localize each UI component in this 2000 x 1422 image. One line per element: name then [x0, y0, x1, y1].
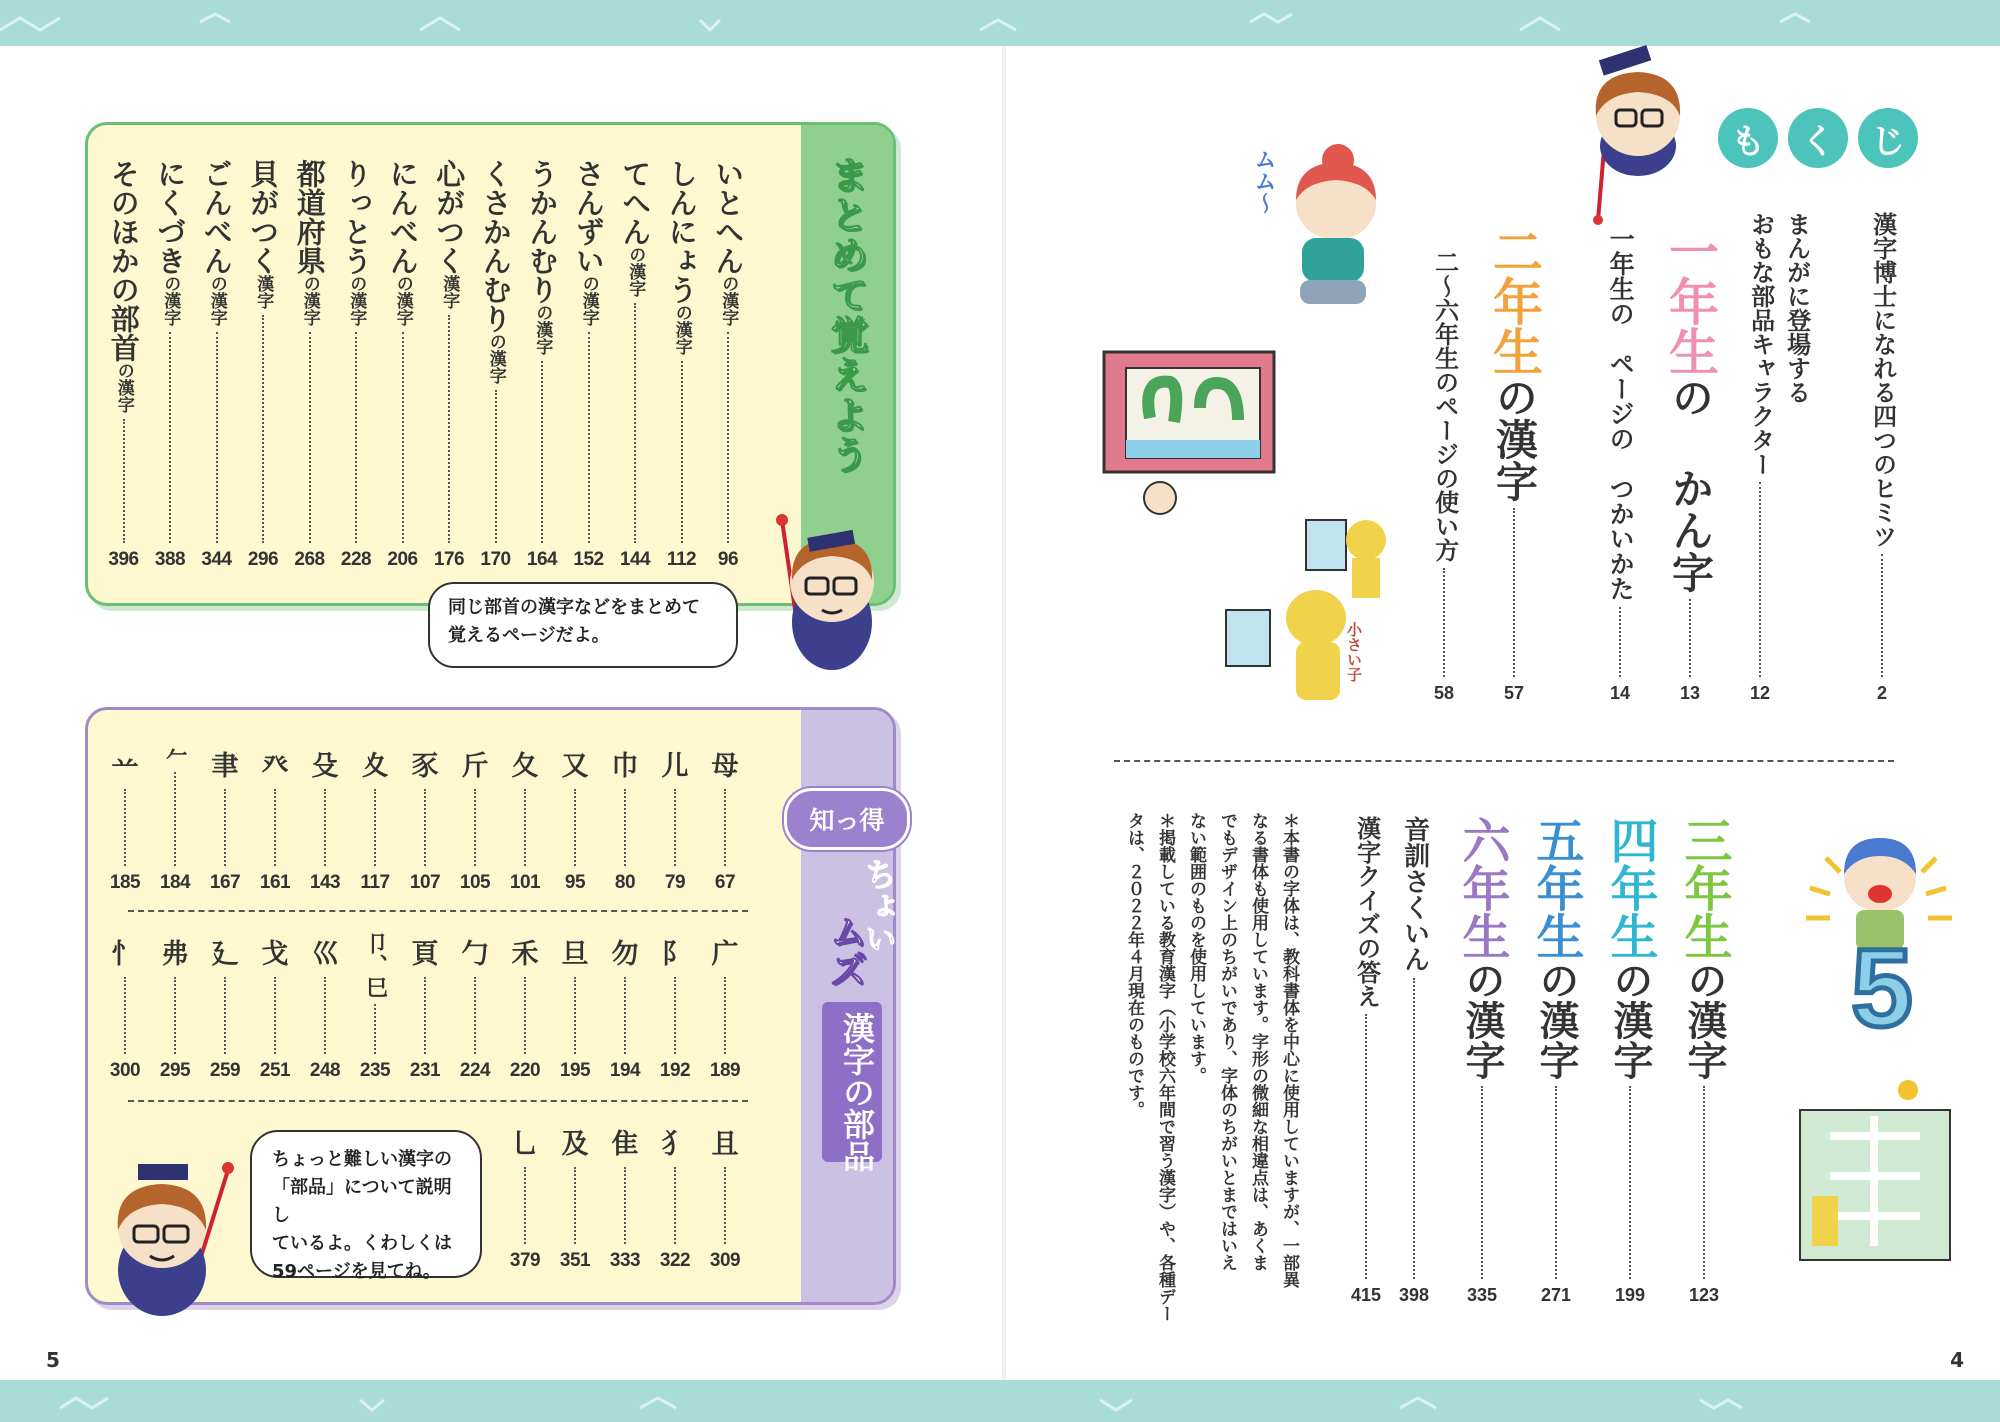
chotto-part-item[interactable]	[352, 744, 398, 894]
leader-dots	[374, 789, 376, 866]
chotto-title-bottom-box	[822, 1002, 882, 1172]
chotto-part-glyph: 勹	[461, 939, 489, 970]
leader-dots	[674, 1167, 676, 1244]
chotto-part-page: 117	[360, 872, 390, 893]
chotto-part-item[interactable]	[502, 744, 548, 894]
leader-dots	[541, 361, 543, 543]
chotto-part-glyph: 广	[711, 939, 739, 970]
toc-entry-title	[1661, 226, 1719, 593]
chotto-part-page: 300	[109, 1060, 141, 1081]
leader-dots	[1513, 508, 1515, 677]
professor-character-illustration	[760, 510, 890, 680]
chotto-part-item[interactable]	[552, 932, 598, 1082]
chotto-part-item[interactable]	[702, 744, 748, 894]
leader-dots	[274, 977, 276, 1054]
book-spine	[1002, 46, 1006, 1380]
toc-entry-page: 335	[1466, 1285, 1498, 1305]
toc-entry-grade6[interactable]	[1452, 816, 1512, 1306]
leader-dots	[524, 789, 526, 866]
grade-prefix: 三年生	[1676, 816, 1732, 960]
leader-dots	[474, 977, 476, 1054]
toc-entry-page: 123	[1688, 1285, 1720, 1305]
toc-entry-page: 415	[1350, 1285, 1382, 1305]
matomete-item[interactable]	[197, 159, 237, 571]
leader-dots	[574, 789, 576, 866]
chotto-part-page: 235	[359, 1060, 391, 1081]
grade-prefix: 二年生	[1485, 226, 1543, 376]
mokuji-title-circle: じ	[1858, 108, 1918, 168]
chotto-part-page: 185	[109, 872, 141, 893]
matomete-item-page: 152	[573, 549, 604, 570]
chotto-part-glyph: 𠂉	[162, 744, 188, 766]
leader-dots	[224, 977, 226, 1054]
leader-dots	[1365, 1014, 1367, 1279]
chotto-part-item[interactable]	[652, 744, 698, 894]
note-line: なる書体も使用しています。字形の微細な相違点は、あくま	[1248, 812, 1268, 1271]
mumu-sound-text: ムム〜	[1251, 148, 1276, 214]
matomete-item-label: さんずいの漢字	[571, 159, 606, 326]
leader-dots	[724, 977, 726, 1054]
bubble-line: 59ページを見てね。	[272, 1260, 441, 1282]
matomete-item-page: 344	[201, 549, 232, 570]
chotto-part-item[interactable]	[202, 744, 248, 894]
chotto-part-page: 231	[409, 1060, 441, 1081]
toc-entry-title	[1454, 816, 1510, 1080]
leader-dots	[1443, 568, 1445, 677]
chotto-part-page: 79	[664, 872, 686, 893]
matomete-item[interactable]	[150, 159, 190, 571]
leader-dots	[624, 1167, 626, 1244]
matomete-item-label: ごんべんの漢字	[199, 159, 234, 326]
chotto-part-page: 184	[159, 872, 191, 893]
chotto-part-item[interactable]	[402, 932, 448, 1082]
chotto-part-glyph: 夂	[511, 751, 539, 782]
toc-entry-title	[1676, 816, 1732, 1080]
chotto-part-page: 167	[209, 872, 241, 893]
chotto-part-page: 80	[614, 872, 636, 893]
professor-character-illustration	[100, 1150, 250, 1320]
chotto-part-glyph: 夊	[361, 751, 389, 782]
leader-dots	[216, 332, 218, 543]
small-child-label: 小さい子	[1345, 622, 1363, 682]
leader-dots	[1703, 1086, 1705, 1279]
matomete-item-label: 貝がつく漢字	[246, 159, 281, 309]
toc-entry-page: 13	[1679, 683, 1701, 703]
chotto-part-page: 95	[564, 872, 586, 893]
toc-entry-grade4[interactable]	[1600, 816, 1660, 1306]
leader-dots	[262, 315, 264, 543]
leader-dots	[1555, 1086, 1557, 1279]
leader-dots	[1413, 978, 1415, 1279]
leader-dots	[524, 977, 526, 1054]
leader-dots	[374, 1004, 376, 1054]
toc-entry-page: 2	[1876, 683, 1887, 703]
chotto-part-item[interactable]	[652, 1122, 698, 1272]
leader-dots	[174, 772, 176, 866]
matomete-item[interactable]	[476, 159, 516, 571]
row-divider	[128, 910, 748, 912]
chotto-part-page: 224	[459, 1060, 491, 1081]
chotto-part-page: 107	[409, 872, 441, 893]
chotto-part-item[interactable]	[202, 932, 248, 1082]
chotto-part-page: 220	[509, 1060, 541, 1081]
leader-dots	[424, 789, 426, 866]
matomete-item-label: うかんむりの漢字	[525, 159, 560, 355]
matomete-item-label: にんべんの漢字	[385, 159, 420, 326]
leader-dots	[123, 419, 125, 543]
matomete-item-label: 心がつく漢字	[432, 159, 467, 309]
chotto-part-page: 105	[459, 872, 491, 893]
chotto-part-glyph: 聿	[211, 751, 239, 782]
page-number-right: 4	[1950, 1348, 1964, 1372]
leader-dots	[574, 977, 576, 1054]
five-glyph: 5	[1851, 927, 1913, 1038]
matomete-item-label: いとへんの漢字	[711, 159, 746, 326]
zigzag-pattern	[0, 0, 2000, 46]
leader-dots	[274, 789, 276, 866]
bubble-line: ちょっと難しい漢字の	[272, 1149, 452, 1170]
matomete-item-page: 170	[480, 549, 511, 570]
chotto-part-item[interactable]	[552, 1122, 598, 1272]
toc-entry-grade2[interactable]	[1484, 226, 1544, 704]
mokuji-title	[1718, 108, 1918, 168]
chotto-part-item[interactable]	[152, 932, 198, 1082]
note-line: ない範囲のものを使用しています。	[1186, 812, 1206, 1084]
leader-dots	[324, 977, 326, 1054]
toc-entry-grade1[interactable]	[1660, 226, 1720, 704]
chotto-part-glyph: 阝	[661, 939, 689, 970]
toc-entry-title: 音訓さくいん	[1399, 816, 1430, 972]
chotto-part-page: 67	[714, 872, 736, 893]
chotto-part-page: 295	[159, 1060, 191, 1081]
toc-entry-page: 271	[1540, 1285, 1572, 1305]
chotto-part-glyph: 儿	[661, 751, 689, 782]
chotto-part-glyph: 且	[711, 1129, 739, 1160]
boy-number-five-illustration	[1796, 818, 1966, 1038]
chotto-part-glyph: 母	[711, 751, 739, 782]
leader-dots	[474, 789, 476, 866]
matomete-tab-title: まとめて覚えよう	[824, 155, 868, 475]
leader-dots	[1689, 599, 1691, 677]
chotto-part-page: 143	[309, 872, 341, 893]
chotto-part-item[interactable]	[152, 744, 198, 894]
leader-dots	[1481, 1086, 1483, 1279]
chotto-part-item[interactable]	[502, 1122, 548, 1272]
leader-dots	[634, 303, 636, 543]
chitte-badge-text: 知っ得	[809, 806, 885, 835]
leader-dots	[588, 332, 590, 543]
chotto-title-bottom: 漢字の部品	[838, 1012, 876, 1172]
toc-entry-page: 398	[1398, 1285, 1430, 1305]
matomete-item-page: 176	[433, 549, 465, 570]
chotto-part-item[interactable]	[102, 932, 148, 1082]
toc-entry-page: 199	[1614, 1285, 1646, 1305]
leader-dots	[1619, 607, 1621, 677]
toc-entry-quiz[interactable]	[1346, 816, 1386, 1306]
chotto-part-glyph: 頁	[411, 939, 439, 970]
matomete-item-label: くさかんむりの漢字	[478, 159, 513, 384]
bubble-line: 同じ部首の漢字などをまとめて	[448, 597, 700, 618]
chotto-part-page: 251	[259, 1060, 291, 1081]
page-number-left: 5	[46, 1348, 60, 1372]
chotto-part-item[interactable]	[452, 744, 498, 894]
toc-entry-manga-line1[interactable]	[1776, 212, 1816, 404]
toc-entry-title: 二〜六年生のページの使い方	[1430, 250, 1459, 562]
matomete-item[interactable]	[662, 159, 702, 571]
chotto-part-glyph: 廴	[211, 939, 239, 970]
matomete-item-page: 228	[340, 549, 372, 570]
matomete-item-page: 112	[666, 549, 697, 570]
chotto-part-item[interactable]	[702, 932, 748, 1082]
leader-dots	[727, 332, 729, 543]
toc-entry-title	[1485, 226, 1543, 502]
chotto-part-item[interactable]	[252, 744, 298, 894]
chotto-part-item[interactable]	[352, 932, 398, 1082]
leader-dots	[574, 1167, 576, 1244]
toc-entry-title: 一年生の ページの つかいかた	[1606, 226, 1636, 601]
leader-dots	[309, 332, 311, 543]
top-decor-band	[0, 0, 2000, 46]
leader-dots	[495, 390, 497, 543]
leader-dots	[355, 332, 357, 543]
grade-rest: の漢字	[1459, 960, 1505, 1080]
chotto-part-item[interactable]	[302, 932, 348, 1082]
grade-prefix: 五年生	[1528, 816, 1584, 960]
chotto-part-item[interactable]	[652, 932, 698, 1082]
chotto-part-glyph: 殳	[311, 751, 339, 782]
grade-prefix: 一年生	[1661, 226, 1719, 376]
chotto-part-page: 101	[509, 872, 541, 893]
chotto-part-glyph: 巾	[611, 751, 639, 782]
toc-entry-title: まんがに登場する	[1782, 212, 1811, 404]
row-divider	[128, 1100, 748, 1102]
toc-entry-page: 58	[1433, 683, 1455, 703]
matomete-item[interactable]	[615, 159, 655, 571]
matomete-item[interactable]	[708, 159, 748, 571]
chotto-part-page: 192	[659, 1060, 691, 1081]
matomete-item[interactable]	[336, 159, 376, 571]
chotto-part-page: 194	[609, 1060, 641, 1081]
matomete-item[interactable]	[522, 159, 562, 571]
bubble-text	[272, 1146, 460, 1285]
matomete-item[interactable]	[383, 159, 423, 571]
leader-dots	[448, 315, 450, 543]
toc-entry-title	[1528, 816, 1584, 1080]
chotto-part-page: 195	[559, 1060, 591, 1081]
matomete-item-page: 96	[717, 549, 739, 570]
toc-entry-title	[1602, 816, 1658, 1080]
grade-rest: の漢字	[1681, 960, 1727, 1080]
leader-dots	[1629, 1086, 1631, 1279]
leader-dots	[224, 789, 226, 866]
chotto-part-glyph: 巛	[311, 939, 339, 970]
chotto-part-page: 248	[309, 1060, 341, 1081]
chitte-badge	[784, 788, 910, 850]
chotto-part-glyph: 豕	[411, 751, 439, 782]
toc-entry-page: 14	[1609, 683, 1631, 703]
matomete-item-page: 206	[387, 549, 418, 570]
note-line: ＊掲載している教育漢字（小学校六年間で習う漢字）や、各種デー	[1155, 812, 1175, 1322]
chotto-part-page: 161	[259, 872, 291, 893]
leader-dots	[724, 789, 726, 866]
grade-rest: の かん字	[1666, 376, 1715, 593]
grade-rest: の漢字	[1490, 376, 1539, 502]
chotto-part-page: 333	[609, 1250, 641, 1271]
chotto-part-page: 189	[709, 1060, 741, 1081]
chotto-part-glyph: 乚	[511, 1129, 539, 1160]
grade-prefix: 四年生	[1602, 816, 1658, 960]
leader-dots	[402, 332, 404, 543]
matomete-item-label: しんにょうの漢字	[664, 159, 699, 355]
bubble-line: ているよ。くわしくは	[272, 1232, 452, 1254]
chotto-part-glyph: 勿	[611, 939, 639, 970]
leader-dots	[124, 789, 126, 866]
leader-dots	[1881, 554, 1883, 677]
matomete-item[interactable]	[243, 159, 283, 571]
toc-entry-onkun[interactable]	[1394, 816, 1434, 1306]
leader-dots	[674, 977, 676, 1054]
toc-entry-grade5[interactable]	[1526, 816, 1586, 1306]
chotto-part-item[interactable]	[602, 744, 648, 894]
matomete-item-page: 144	[619, 549, 651, 570]
bubble-line: 覚えるページだよ。	[448, 624, 610, 646]
chotto-part-item[interactable]	[702, 1122, 748, 1272]
grade-rest: の漢字	[1607, 960, 1653, 1080]
leader-dots	[169, 332, 171, 543]
grade-prefix: 六年生	[1454, 816, 1510, 960]
chotto-speech-bubble	[250, 1130, 482, 1282]
matomete-item[interactable]	[290, 159, 330, 571]
toc-entry-characters[interactable]	[1740, 212, 1780, 704]
matomete-item-label: りっとうの漢字	[339, 159, 374, 326]
field-illustration	[1790, 1076, 1960, 1276]
leader-dots	[174, 977, 176, 1054]
matomete-item-label: にくづきの漢字	[153, 159, 188, 326]
zigzag-pattern	[0, 1380, 2000, 1422]
chotto-part-page: 351	[559, 1250, 591, 1271]
matomete-item-page: 268	[294, 549, 325, 570]
leader-dots	[524, 1167, 526, 1244]
chotto-title-muzu: ムズ	[823, 912, 867, 988]
chotto-part-glyph: 又	[561, 751, 589, 782]
chotto-part-glyph: 戈	[261, 939, 289, 970]
bottom-decor-band	[0, 1380, 2000, 1422]
chotto-part-glyph: 禾	[511, 939, 539, 970]
matomete-item-page: 164	[526, 549, 558, 570]
chotto-part-glyph: 斤	[461, 751, 489, 782]
leader-dots	[324, 789, 326, 866]
matomete-item-label: 都道府県の漢字	[292, 159, 327, 326]
toc-entry-grade1-howto[interactable]	[1600, 226, 1640, 704]
section-divider	[1114, 760, 1894, 762]
leader-dots	[124, 977, 126, 1054]
chotto-part-glyph: 弗	[161, 939, 189, 970]
toc-entry-title: おもな部品キャラクター	[1746, 212, 1775, 476]
chotto-part-glyph: 犭	[661, 1129, 689, 1160]
chotto-part-glyph: 卩、巳	[362, 932, 388, 998]
chotto-part-item[interactable]	[602, 932, 648, 1082]
chotto-part-item[interactable]	[302, 744, 348, 894]
girl-character-illustration	[1280, 138, 1390, 318]
chotto-part-item[interactable]	[552, 744, 598, 894]
mokuji-title-circle: も	[1718, 108, 1778, 168]
chotto-part-page: 259	[209, 1060, 241, 1081]
matomete-item-label: てへんの漢字	[618, 159, 653, 297]
note-line: タは、２０２２年４月現在のものです。	[1124, 812, 1144, 1118]
chotto-part-page: 379	[509, 1250, 541, 1271]
chotto-part-item[interactable]	[602, 1122, 648, 1272]
note-line: ＊本書の字体は、教科書体を中心に使用していますが、一部異	[1279, 812, 1299, 1288]
chotto-part-item[interactable]	[102, 744, 148, 894]
chotto-part-item[interactable]	[402, 744, 448, 894]
chotto-part-page: 322	[659, 1250, 691, 1271]
matomete-item-page: 296	[247, 549, 279, 570]
mokuji-title-circle: く	[1788, 108, 1848, 168]
chotto-part-glyph: 旦	[561, 939, 589, 970]
leader-dots	[681, 361, 683, 543]
chotto-part-glyph: 癶	[261, 751, 289, 782]
leader-dots	[674, 789, 676, 866]
matomete-speech-bubble	[428, 582, 738, 668]
small-children-illustration	[1216, 500, 1396, 710]
toc-entry-himitsu[interactable]	[1862, 212, 1902, 704]
matomete-item-label: そのほかの部首の漢字	[106, 159, 141, 413]
toc-entry-grade2-howto[interactable]	[1424, 250, 1464, 704]
matomete-item[interactable]	[569, 159, 609, 571]
leader-dots	[1759, 482, 1761, 677]
toc-entry-page: 57	[1503, 683, 1525, 703]
toc-entry-grade3[interactable]	[1674, 816, 1734, 1306]
chotto-part-glyph: 隹	[611, 1129, 639, 1160]
toc-entry-title: 漢字博士になれる四つのヒミツ	[1868, 212, 1897, 548]
matomete-item-page: 388	[154, 549, 186, 570]
chotto-part-item[interactable]	[452, 932, 498, 1082]
chotto-part-item[interactable]	[252, 932, 298, 1082]
chotto-part-glyph: 䒑	[111, 751, 139, 782]
matomete-item-page: 396	[108, 549, 139, 570]
chotto-part-glyph: 及	[561, 1129, 589, 1160]
professor-character-illustration	[1576, 36, 1696, 226]
matomete-item[interactable]	[429, 159, 469, 571]
chotto-part-glyph: 忄	[111, 939, 139, 970]
leader-dots	[624, 789, 626, 866]
chotto-part-page: 309	[709, 1250, 741, 1271]
toc-entry-page: 12	[1749, 683, 1771, 703]
note-line: でもデザイン上のちがいであり、字体のちがいとまではいえ	[1217, 812, 1237, 1271]
toc-entry-title: 漢字クイズの答え	[1352, 816, 1381, 1008]
leader-dots	[724, 1167, 726, 1244]
chotto-title-choi: ちょい	[860, 858, 898, 954]
bubble-line: 「部品」について説明し	[272, 1176, 452, 1226]
matomete-item[interactable]	[104, 159, 144, 571]
leader-dots	[624, 977, 626, 1054]
leader-dots	[424, 977, 426, 1054]
grade-rest: の漢字	[1533, 960, 1579, 1080]
chotto-part-item[interactable]	[502, 932, 548, 1082]
